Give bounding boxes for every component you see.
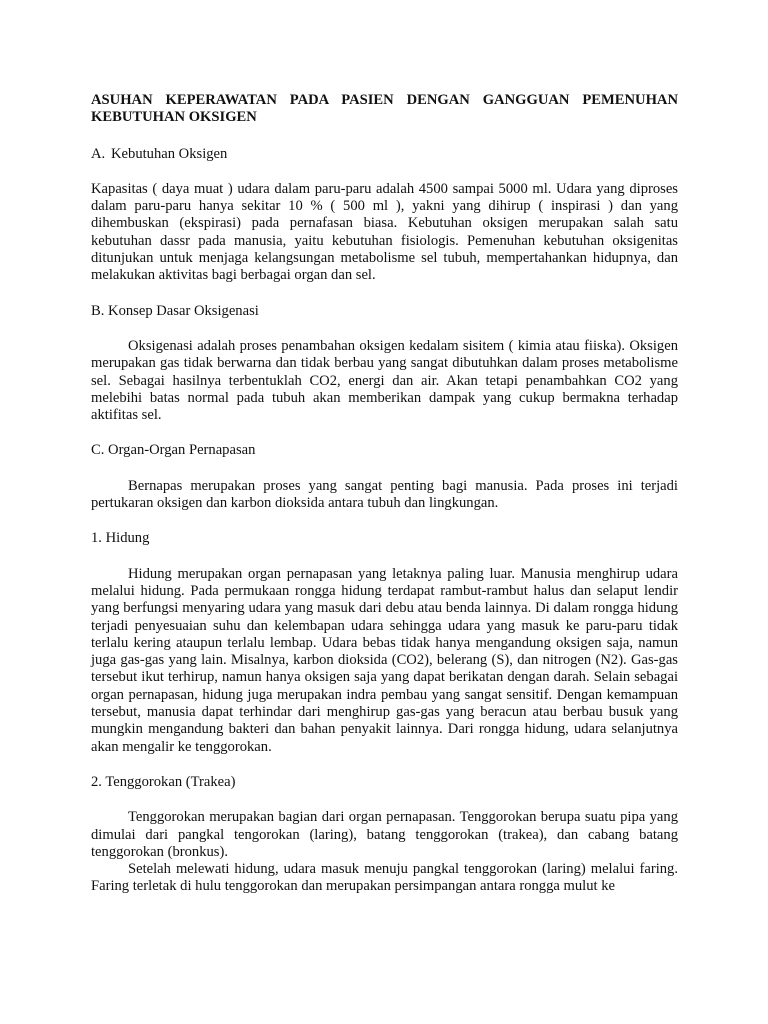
section-c-heading: C. Organ-Organ Pernapasan [91, 442, 256, 459]
section-a-paragraph: Kapasitas ( daya muat ) udara dalam paru-paru adalah 4500 sampai 5000 ml. Udara yang diproses dalam paru-paru hanya sekitar 10 % ( 500 ml ), yakni yang dihirup ( inspirasi ) dan yang dihembuskan (ekspirasi) pada pernafasan biasa. Kebutuhan oksigen merupakan salah satu kebutuhan dassr pada manusia, yaitu kebutuhan fisiologis. Pemenuhan kebutuhan oksigenitas ditunjukan untuk menjaga kelangsungan metabolisme sel tubuh, mempertahankan hidupnya, dan melakukan aktivitas bagi berbagai organ dan sel. [91, 180, 678, 284]
subsection-tenggorokan-paragraph-1: Tenggorokan merupakan bagian dari organ pernapasan. Tenggorokan berupa suatu pipa yang dimulai dari pangkal tengorokan (laring), batang tenggorokan (trakea), dan cabang batang tenggorokan (bronkus). [91, 809, 678, 860]
section-a-heading-text: Kebutuhan Oksigen [111, 145, 228, 162]
subsection-tenggorokan-heading: 2. Tenggorokan (Trakea) [91, 773, 236, 790]
section-c-paragraph: Bernapas merupakan proses yang sangat penting bagi manusia. Pada proses ini terjadi pertukaran oksigen dan karbon dioksida antara tubuh dan lingkungan. [91, 477, 678, 512]
section-a-heading [91, 146, 678, 163]
section-b-heading: B. Konsep Dasar Oksigenasi [91, 302, 259, 319]
document-title: ASUHAN KEPERAWATAN PADA PASIEN DENGAN GANGGUAN PEMENUHAN KEBUTUHAN OKSIGEN [91, 92, 678, 126]
section-b-paragraph: Oksigenasi adalah proses penambahan oksigen kedalam sisitem ( kimia atau fiiska). Oksigen merupakan gas tidak berwarna dan tidak berbau yang sangat dibutuhkan dalam proses metabolisme sel. Sebagai hasilnya terbentuklah CO2, energi dan air. Akan tetapi penambahkan CO2 yang melebihi batas normal pada tubuh akan memberikan dampak yang cukup bermakna terhadap aktifitas sel. [91, 337, 678, 424]
subsection-tenggorokan-paragraph-2: Setelah melewati hidung, udara masuk menuju pangkal tenggorokan (laring) melalui faring. Faring terletak di hulu tenggorokan dan merupakan persimpangan antara rongga mulut ke [91, 861, 678, 895]
subsection-hidung-heading: 1. Hidung [91, 530, 150, 547]
subsection-hidung-paragraph: Hidung merupakan organ pernapasan yang letaknya paling luar. Manusia menghirup udara melalui hidung. Pada permukaan rongga hidung terdapat rambut-rambut halus dan selaput lendir yang berfungsi menyaring udara yang masuk dari debu atau benda lainnya. Di dalam rongga hidung terjadi penyesuaian suhu dan kelembapan udara sehingga udara yang masuk ke paru-paru tidak terlalu kering ataupun terlalu lembap. Udara bebas tidak hanya mengandung oksigen saja, namun juga gas-gas yang lain. Misalnya, karbon dioksida (CO2), belerang (S), dan nitrogen (N2). Gas-gas tersebut ikut terhirup, namun hanya oksigen saja yang dapat berikatan dengan darah. Selain sebagai organ pernapasan, hidung juga merupakan indra pembau yang sangat sensitif. Dengan kemampuan tersebut, manusia dapat terhindar dari menghirup gas-gas yang beracun atau berbau busuk yang mungkin mengandung bakteri dan bahan penyakit lainnya. Dari rongga hidung, udara selanjutnya akan mengalir ke tenggorokan. [91, 565, 678, 755]
section-a-marker: A. [91, 145, 106, 162]
document-page [91, 92, 678, 896]
